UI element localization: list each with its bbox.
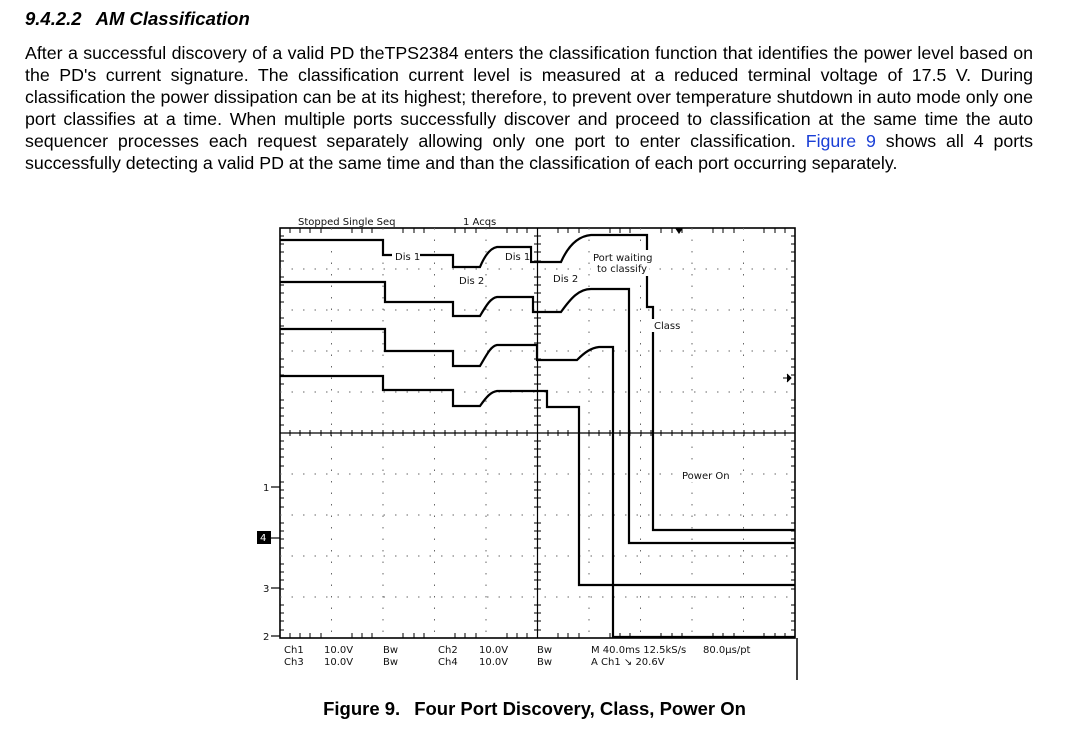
footer-ch2: Ch2: [438, 645, 458, 656]
figure-caption-text: Four Port Discovery, Class, Power On: [414, 698, 746, 719]
channel-marker-2: 2: [263, 632, 270, 643]
figure-caption: [0, 698, 1069, 720]
footer-ch1: Ch1: [284, 645, 304, 656]
annotation-to-classify: to classify: [597, 264, 648, 275]
annotation-dis2-b: Dis 2: [553, 274, 579, 285]
annotation-class: Class: [654, 321, 681, 332]
annotation-dis1-b: Dis 1: [505, 252, 531, 263]
footer-ch1-scale: 10.0V: [324, 645, 354, 656]
channel-marker-4: 4: [260, 533, 267, 544]
section-heading: [25, 8, 250, 30]
oscilloscope-figure: [235, 210, 805, 680]
scope-status-left: Stopped Single Seq: [298, 217, 396, 228]
channel-markers: [257, 483, 280, 643]
scope-footer: [284, 645, 751, 668]
paragraph-text-2: shows all 4 ports successfully detecting a valid PD at the same time and than the classification of each port occurring separately.: [25, 131, 1033, 173]
figure-link[interactable]: Figure 9: [805, 131, 876, 151]
footer-timebase: M 40.0ms 12.5kS/s: [591, 645, 687, 656]
footer-trigger: A Ch1 ↘ 20.6V: [591, 657, 665, 668]
paragraph-text-1: After a successful discovery of a valid PD theTPS2384 enters the classification function that identifies the power level based on the PD's current signature. The classification current level is measured at a reduced terminal voltage of 17.5 V. During classification the power dissipation can be at its highest; therefore, to prevent over temperature shutdown in auto mode only one port classifies at a time. When multiple ports successfully discover and proceed to classification at the same time the auto sequencer processes each request separately allowing only one port to enter classification.: [25, 43, 1033, 151]
footer-ch3-bw: Bw: [383, 657, 399, 668]
footer-ch4-bw: Bw: [537, 657, 553, 668]
footer-ch2-scale: 10.0V: [479, 645, 509, 656]
annotation-dis2-a: Dis 2: [459, 276, 485, 287]
oscilloscope-screenshot: [235, 210, 805, 680]
footer-ch3: Ch3: [284, 657, 304, 668]
annotation-dis1-a: Dis 1: [395, 252, 421, 263]
footer-ch4-scale: 10.0V: [479, 657, 509, 668]
channel-marker-1: 1: [263, 483, 270, 494]
footer-ch4: Ch4: [438, 657, 458, 668]
channel-marker-3: 3: [263, 584, 270, 595]
footer-ch1-bw: Bw: [383, 645, 399, 656]
annotation-port-waiting: Port waiting: [593, 253, 653, 264]
scope-graticule: [280, 228, 795, 638]
section-title: AM Classification: [95, 8, 250, 29]
footer-ch3-scale: 10.0V: [324, 657, 354, 668]
figure-caption-label: Figure 9.: [323, 698, 401, 719]
body-paragraph: [25, 42, 1033, 174]
section-number: 9.4.2.2: [25, 8, 82, 29]
annotation-power-on: Power On: [682, 471, 730, 482]
footer-sample-interval: 80.0µs/pt: [703, 645, 751, 656]
scope-status-right: 1 Acqs: [463, 217, 497, 228]
footer-ch2-bw: Bw: [537, 645, 553, 656]
